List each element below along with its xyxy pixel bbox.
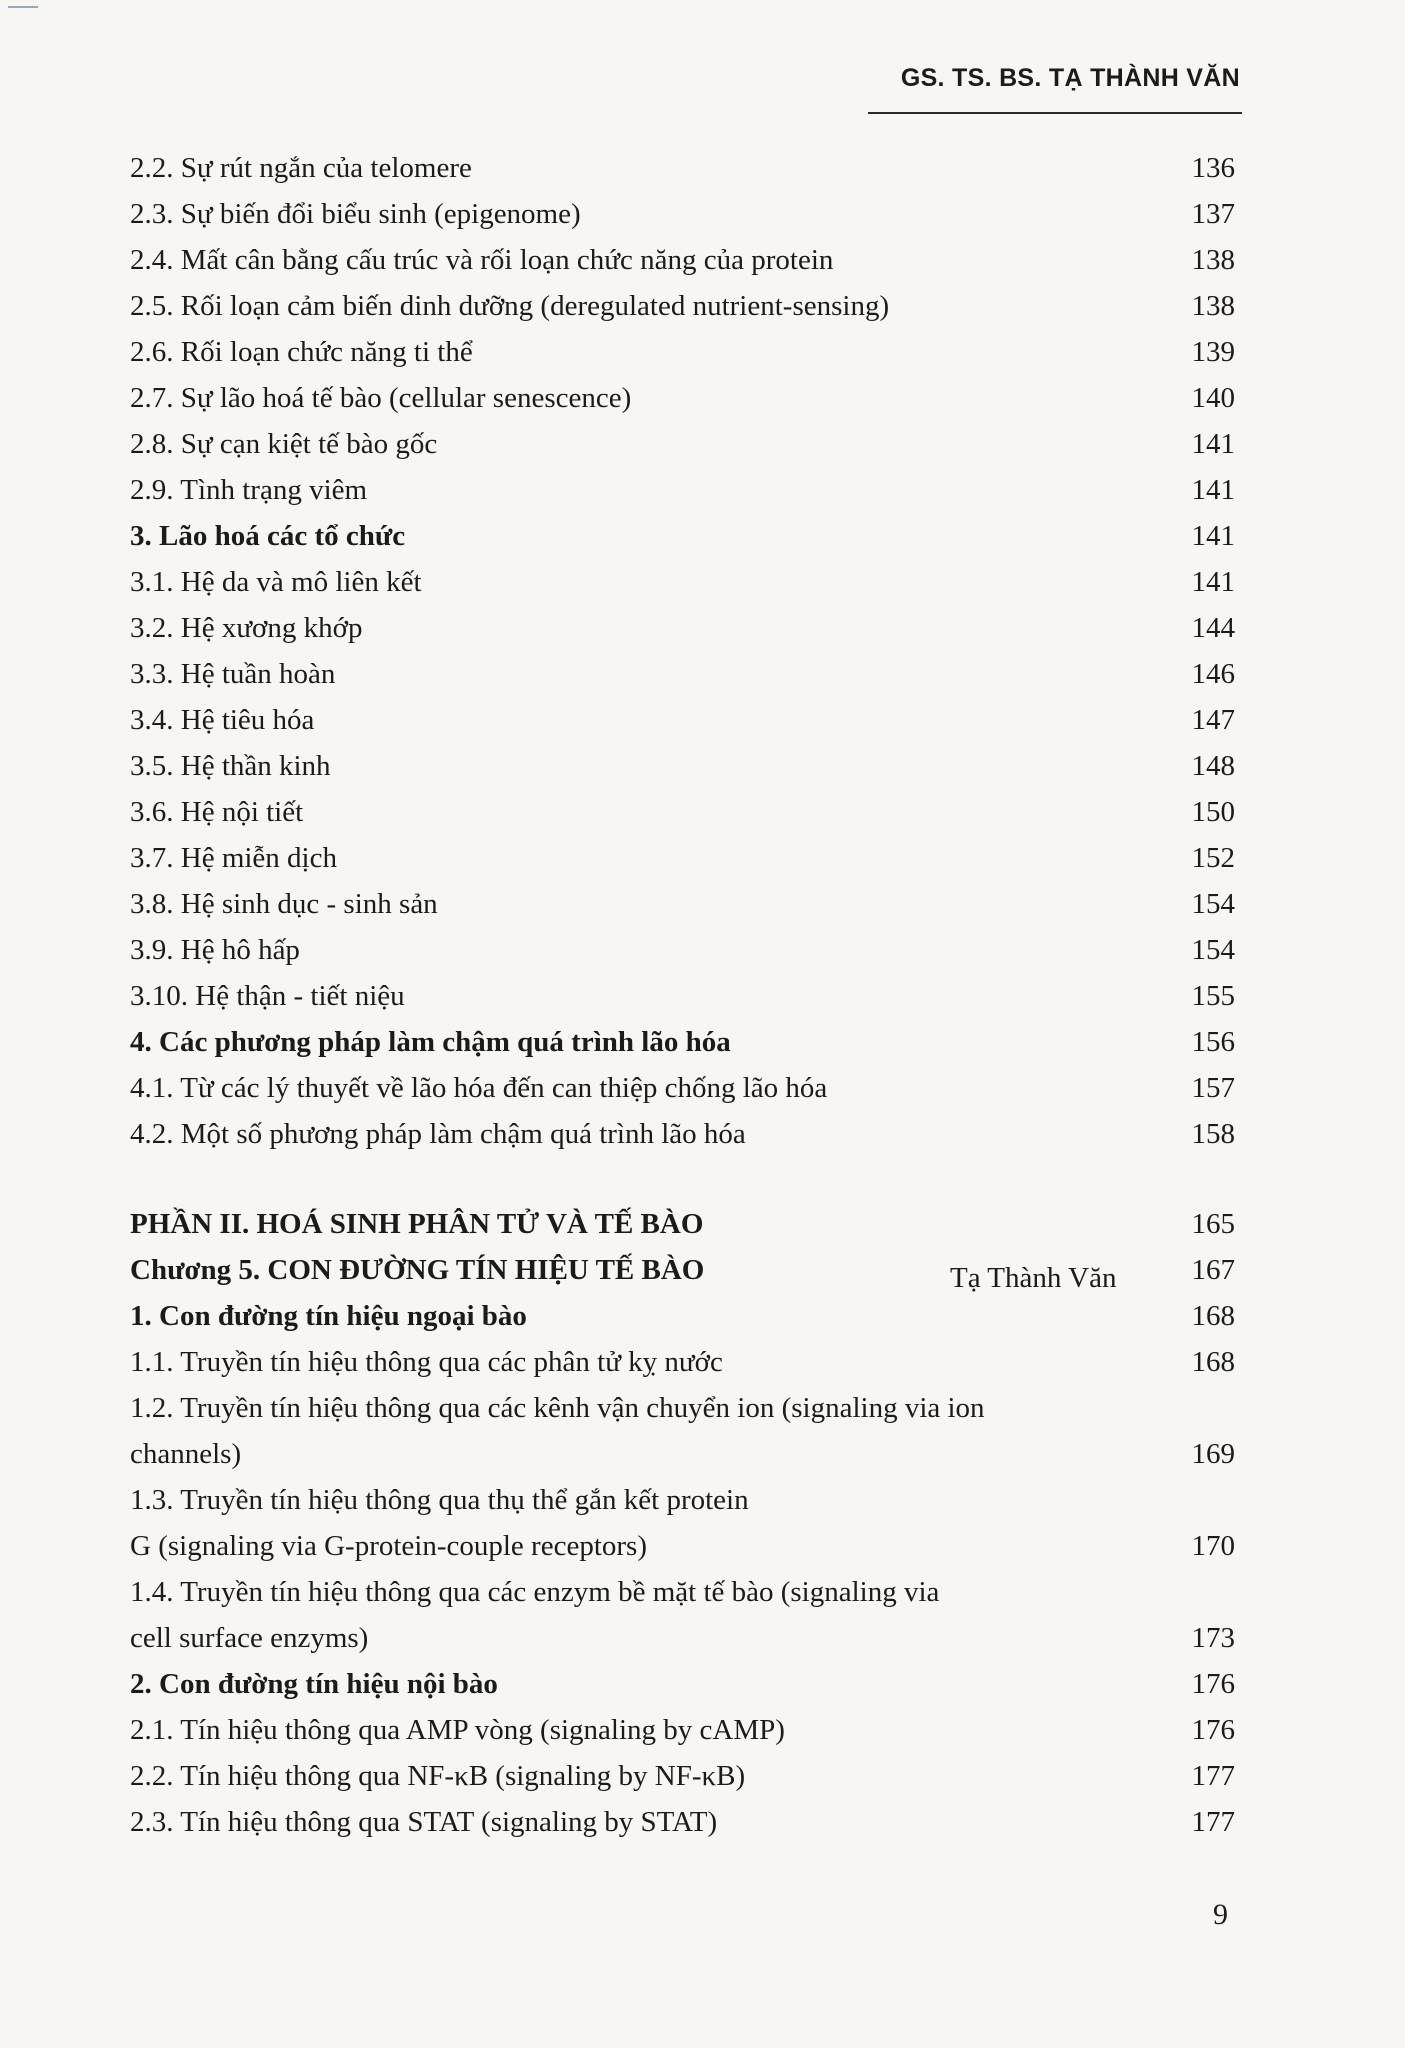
toc-part-heading (130, 1201, 1235, 1247)
toc-entry-page: 150 (1191, 796, 1235, 828)
toc-entry-page: 167 (1191, 1254, 1235, 1286)
toc-section-heading (130, 1019, 1235, 1065)
table-of-contents (130, 145, 1235, 1845)
toc-entry-page: 141 (1191, 428, 1235, 460)
page-number: 9 (1213, 1898, 1228, 1931)
toc-entry-page: 177 (1191, 1806, 1235, 1838)
toc-entry-page: 146 (1191, 658, 1235, 690)
toc-entry (130, 651, 1235, 697)
toc-entry (130, 881, 1235, 927)
toc-entry (130, 1339, 1235, 1385)
toc-chapter-heading (130, 1247, 1235, 1293)
toc-entry-label: PHẦN II. HOÁ SINH PHÂN TỬ VÀ TẾ BÀO (130, 1208, 704, 1240)
toc-entry (130, 467, 1235, 513)
toc-entry (130, 743, 1235, 789)
toc-entry (130, 1385, 1235, 1431)
toc-entry-label: 2.7. Sự lão hoá tế bào (cellular senescence) (130, 382, 632, 414)
toc-entry (130, 1753, 1235, 1799)
toc-entry-label: 1.1. Truyền tín hiệu thông qua các phân tử kỵ nước (130, 1346, 723, 1378)
toc-entry-label: 4.1. Từ các lý thuyết về lão hóa đến can thiệp chống lão hóa (130, 1072, 828, 1104)
toc-entry-page: 144 (1191, 612, 1235, 644)
toc-entry (130, 421, 1235, 467)
scan-corner-mark (8, 6, 38, 8)
toc-entry (130, 1477, 1235, 1523)
toc-entry (130, 973, 1235, 1019)
toc-entry-label: 2.1. Tín hiệu thông qua AMP vòng (signaling by cAMP) (130, 1714, 785, 1746)
toc-entry (130, 145, 1235, 191)
toc-entry-label: 2.6. Rối loạn chức năng ti thể (130, 336, 473, 368)
toc-entry (130, 1569, 1235, 1615)
toc-entry-label: 1.4. Truyền tín hiệu thông qua các enzym bề mặt tế bào (signaling via (130, 1576, 940, 1608)
toc-entry-label: 2.8. Sự cạn kiệt tế bào gốc (130, 428, 438, 460)
toc-entry-page: 173 (1191, 1622, 1235, 1654)
toc-entry-label: 2. Con đường tín hiệu nội bào (130, 1668, 498, 1700)
toc-entry (130, 605, 1235, 651)
toc-entry-label: 3.8. Hệ sinh dục - sinh sản (130, 888, 438, 920)
toc-entry (130, 1707, 1235, 1753)
toc-entry (130, 1065, 1235, 1111)
toc-entry (130, 835, 1235, 881)
toc-entry-page: 170 (1191, 1530, 1235, 1562)
toc-entry-page: 157 (1191, 1072, 1235, 1104)
toc-entry-page: 138 (1191, 244, 1235, 276)
toc-chapter-author: Tạ Thành Văn (950, 1262, 1117, 1294)
toc-entry-page: 147 (1191, 704, 1235, 736)
toc-entry (130, 329, 1235, 375)
toc-entry-page: 176 (1191, 1714, 1235, 1746)
toc-entry-page: 154 (1191, 934, 1235, 966)
toc-entry-page: 168 (1191, 1346, 1235, 1378)
toc-entry-label: Chương 5. CON ĐƯỜNG TÍN HIỆU TẾ BÀO (130, 1254, 705, 1286)
toc-entry (130, 559, 1235, 605)
toc-entry (130, 237, 1235, 283)
toc-entry-page: 154 (1191, 888, 1235, 920)
toc-entry-label: 3.1. Hệ da và mô liên kết (130, 566, 422, 598)
toc-entry-page: 141 (1191, 566, 1235, 598)
toc-entry-page: 138 (1191, 290, 1235, 322)
toc-entry-page: 137 (1191, 198, 1235, 230)
toc-entry-page: 152 (1191, 842, 1235, 874)
toc-entry-page: 176 (1191, 1668, 1235, 1700)
toc-entry (130, 1111, 1235, 1157)
toc-entry-continuation (130, 1615, 1235, 1661)
toc-entry-label: 3.7. Hệ miễn dịch (130, 842, 337, 874)
toc-entry (130, 789, 1235, 835)
header-rule (868, 112, 1242, 114)
toc-entry-label: 1.2. Truyền tín hiệu thông qua các kênh vận chuyển ion (signaling via ion (130, 1392, 985, 1424)
toc-entry-label: G (signaling via G-protein-couple receptors) (130, 1530, 647, 1562)
toc-entry-page: 165 (1191, 1208, 1235, 1240)
toc-entry-label: 2.4. Mất cân bằng cấu trúc và rối loạn chức năng của protein (130, 244, 834, 276)
toc-entry-page: 168 (1191, 1300, 1235, 1332)
toc-entry-label: 3.6. Hệ nội tiết (130, 796, 304, 828)
toc-entry (130, 697, 1235, 743)
toc-entry-label: 2.9. Tình trạng viêm (130, 474, 368, 506)
toc-section-heading (130, 1661, 1235, 1707)
toc-entry-label: cell surface enzyms) (130, 1622, 369, 1654)
toc-entry-label: 3.4. Hệ tiêu hóa (130, 704, 315, 736)
toc-entry-label: 3.9. Hệ hô hấp (130, 934, 300, 966)
toc-entry (130, 283, 1235, 329)
toc-entry (130, 1799, 1235, 1845)
toc-section-heading (130, 1293, 1235, 1339)
toc-entry-label: 4. Các phương pháp làm chậm quá trình lão hóa (130, 1026, 731, 1058)
toc-entry (130, 191, 1235, 237)
toc-entry-page: 141 (1191, 520, 1235, 552)
toc-entry-label: 2.2. Sự rút ngắn của telomere (130, 152, 472, 184)
toc-entry-page: 158 (1191, 1118, 1235, 1150)
toc-entry-page: 169 (1191, 1438, 1235, 1470)
toc-entry-page: 155 (1191, 980, 1235, 1012)
toc-entry-label: 3.3. Hệ tuần hoàn (130, 658, 336, 690)
toc-entry-label: 4.2. Một số phương pháp làm chậm quá trình lão hóa (130, 1118, 746, 1150)
toc-entry-label: channels) (130, 1438, 242, 1470)
toc-entry-label: 2.2. Tín hiệu thông qua NF-κB (signaling by NF-κB) (130, 1760, 746, 1792)
toc-entry-label: 3.2. Hệ xương khớp (130, 612, 363, 644)
toc-entry-page: 148 (1191, 750, 1235, 782)
toc-entry-label: 1.3. Truyền tín hiệu thông qua thụ thể gắn kết protein (130, 1484, 749, 1516)
toc-entry-label: 1. Con đường tín hiệu ngoại bào (130, 1300, 527, 1332)
toc-entry-page: 140 (1191, 382, 1235, 414)
toc-entry-page: 139 (1191, 336, 1235, 368)
toc-section-heading (130, 513, 1235, 559)
toc-entry-label: 2.5. Rối loạn cảm biến dinh dưỡng (deregulated nutrient-sensing) (130, 290, 890, 322)
toc-entry-label: 2.3. Tín hiệu thông qua STAT (signaling by STAT) (130, 1806, 718, 1838)
toc-entry-label: 2.3. Sự biến đổi biểu sinh (epigenome) (130, 198, 581, 230)
running-header: GS. TS. BS. TẠ THÀNH VĂN (900, 64, 1240, 92)
toc-entry-continuation (130, 1431, 1235, 1477)
toc-entry-page: 177 (1191, 1760, 1235, 1792)
toc-entry-page: 141 (1191, 474, 1235, 506)
toc-entry (130, 927, 1235, 973)
toc-entry (130, 375, 1235, 421)
toc-entry-label: 3.10. Hệ thận - tiết niệu (130, 980, 405, 1012)
toc-entry-continuation (130, 1523, 1235, 1569)
toc-entry-page: 136 (1191, 152, 1235, 184)
toc-entry-label: 3.5. Hệ thần kinh (130, 750, 331, 782)
toc-entry-page: 156 (1191, 1026, 1235, 1058)
toc-entry-label: 3. Lão hoá các tổ chức (130, 520, 406, 552)
